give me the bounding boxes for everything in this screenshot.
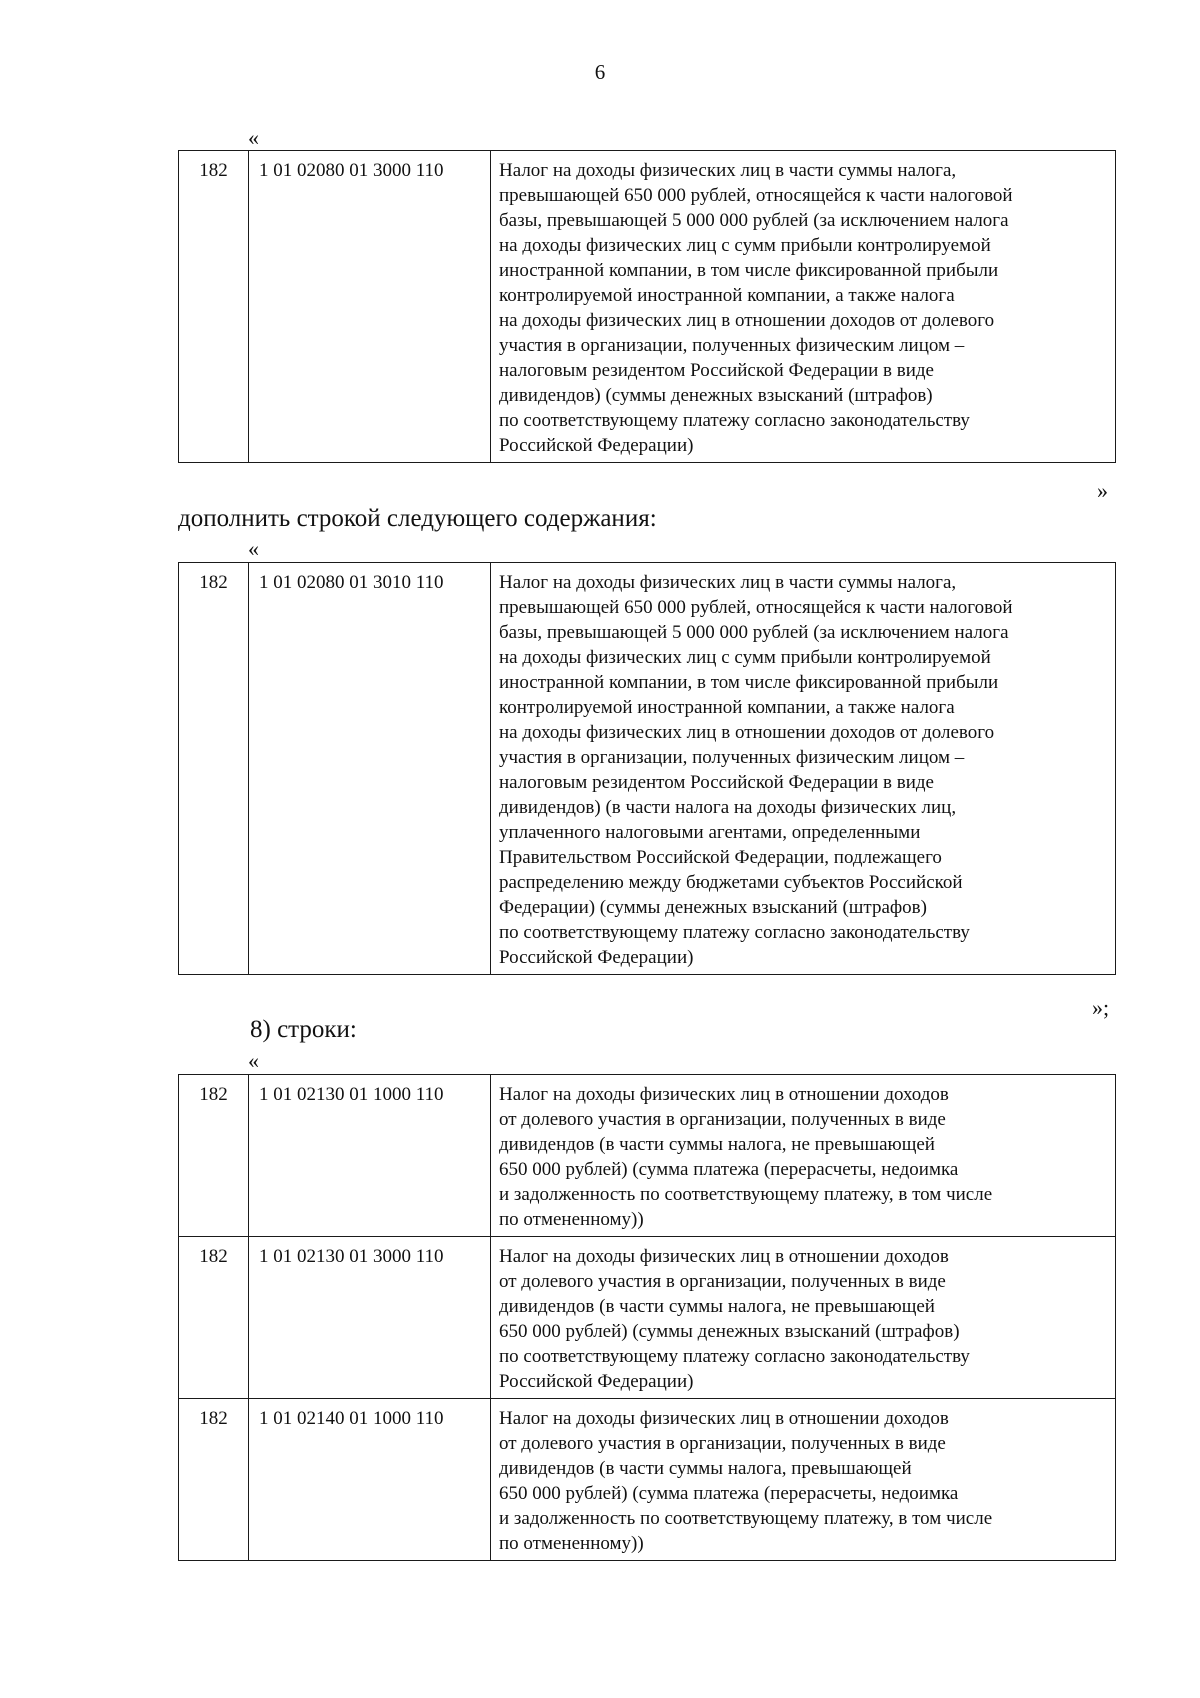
- open-quote-1: «: [248, 125, 259, 150]
- description-line: превышающей 650 000 рублей, относящейся к части налоговой: [499, 597, 1013, 618]
- description-line: и задолженность по соответствующему платежу, в том числе: [499, 1184, 993, 1205]
- description-line: от долевого участия в организации, полученных в виде: [499, 1271, 946, 1292]
- open-quote-3: «: [248, 1048, 259, 1073]
- close-quote-2: »;: [1092, 995, 1110, 1020]
- table-row: [179, 151, 1116, 463]
- description-line: на доходы физических лиц с сумм прибыли контролируемой: [499, 235, 991, 256]
- description-line: базы, превышающей 5 000 000 рублей (за исключением налога: [499, 210, 1009, 231]
- description-line: по соответствующему платежу согласно законодательству: [499, 410, 970, 431]
- table-row: [179, 1075, 1116, 1237]
- description-line: дивидендов (в части суммы налога, не превышающей: [499, 1134, 935, 1155]
- description-line: дивидендов) (суммы денежных взысканий (штрафов): [499, 385, 933, 406]
- codes-table-3: [178, 1074, 1116, 1561]
- description-line: участия в организации, полученных физическим лицом –: [499, 335, 965, 356]
- admin-code-cell: 182: [179, 1237, 249, 1399]
- description-line: 650 000 рублей) (суммы денежных взысканий (штрафов): [499, 1321, 960, 1342]
- description-line: и задолженность по соответствующему платежу, в том числе: [499, 1508, 993, 1529]
- description-line: на доходы физических лиц в отношении доходов от долевого: [499, 722, 995, 743]
- close-quote-1: »: [1097, 478, 1108, 503]
- budget-code-cell: 1 01 02130 01 1000 110: [249, 1075, 491, 1237]
- description-line: дивидендов (в части суммы налога, не превышающей: [499, 1296, 935, 1317]
- description-line: участия в организации, полученных физическим лицом –: [499, 747, 965, 768]
- description-line: 650 000 рублей) (сумма платежа (перерасчеты, недоимка: [499, 1483, 959, 1504]
- description-line: Налог на доходы физических лиц в части суммы налога,: [499, 572, 957, 593]
- description-cell: [491, 1237, 1116, 1399]
- description-line: Федерации) (суммы денежных взысканий (штрафов): [499, 897, 927, 918]
- description-cell: [491, 1399, 1116, 1561]
- description-cell: [491, 1075, 1116, 1237]
- description-line: по отмененному)): [499, 1533, 644, 1554]
- paragraph-add-row: дополнить строкой следующего содержания:: [178, 505, 657, 532]
- description-line: на доходы физических лиц в отношении доходов от долевого: [499, 310, 995, 331]
- description-line: по соответствующему платежу согласно законодательству: [499, 1346, 970, 1367]
- description-line: Налог на доходы физических лиц в части суммы налога,: [499, 160, 957, 181]
- description-line: иностранной компании, в том числе фиксированной прибыли: [499, 672, 999, 693]
- description-line: налоговым резидентом Российской Федерации в виде: [499, 772, 934, 793]
- budget-code-cell: 1 01 02080 01 3000 110: [249, 151, 491, 463]
- budget-code-cell: 1 01 02130 01 3000 110: [249, 1237, 491, 1399]
- admin-code-cell: 182: [179, 151, 249, 463]
- description-line: по отмененному)): [499, 1209, 644, 1230]
- admin-code-cell: 182: [179, 1075, 249, 1237]
- description-line: 650 000 рублей) (сумма платежа (перерасчеты, недоимка: [499, 1159, 959, 1180]
- description-line: Российской Федерации): [499, 1371, 694, 1392]
- description-line: базы, превышающей 5 000 000 рублей (за исключением налога: [499, 622, 1009, 643]
- description-line: Налог на доходы физических лиц в отношении доходов: [499, 1084, 949, 1105]
- description-line: налоговым резидентом Российской Федерации в виде: [499, 360, 934, 381]
- page-number: 6: [594, 60, 606, 84]
- table-row: [179, 1237, 1116, 1399]
- admin-code-cell: 182: [179, 1399, 249, 1561]
- description-line: дивидендов) (в части налога на доходы физических лиц,: [499, 797, 957, 818]
- description-line: на доходы физических лиц с сумм прибыли контролируемой: [499, 647, 991, 668]
- description-cell: [491, 151, 1116, 463]
- description-line: по соответствующему платежу согласно законодательству: [499, 922, 970, 943]
- description-line: Правительством Российской Федерации, подлежащего: [499, 847, 942, 868]
- description-line: Налог на доходы физических лиц в отношении доходов: [499, 1408, 949, 1429]
- open-quote-2: «: [248, 536, 259, 561]
- description-line: Российской Федерации): [499, 435, 694, 456]
- codes-table-1: [178, 150, 1116, 463]
- paragraph-rows-heading: 8) строки:: [250, 1016, 357, 1043]
- description-line: иностранной компании, в том числе фиксированной прибыли: [499, 260, 999, 281]
- table-row: [179, 563, 1116, 975]
- description-line: превышающей 650 000 рублей, относящейся к части налоговой: [499, 185, 1013, 206]
- budget-code-cell: 1 01 02080 01 3010 110: [249, 563, 491, 975]
- description-line: от долевого участия в организации, полученных в виде: [499, 1433, 946, 1454]
- description-line: уплаченного налоговыми агентами, определенными: [499, 822, 921, 843]
- description-line: дивидендов (в части суммы налога, превышающей: [499, 1458, 912, 1479]
- admin-code-cell: 182: [179, 563, 249, 975]
- description-cell: [491, 563, 1116, 975]
- description-line: Налог на доходы физических лиц в отношении доходов: [499, 1246, 949, 1267]
- budget-code-cell: 1 01 02140 01 1000 110: [249, 1399, 491, 1561]
- codes-table-2: [178, 562, 1116, 975]
- description-line: Российской Федерации): [499, 947, 694, 968]
- description-line: контролируемой иностранной компании, а также налога: [499, 285, 955, 306]
- table-row: [179, 1399, 1116, 1561]
- description-line: от долевого участия в организации, полученных в виде: [499, 1109, 946, 1130]
- description-line: контролируемой иностранной компании, а также налога: [499, 697, 955, 718]
- description-line: распределению между бюджетами субъектов Российской: [499, 872, 963, 893]
